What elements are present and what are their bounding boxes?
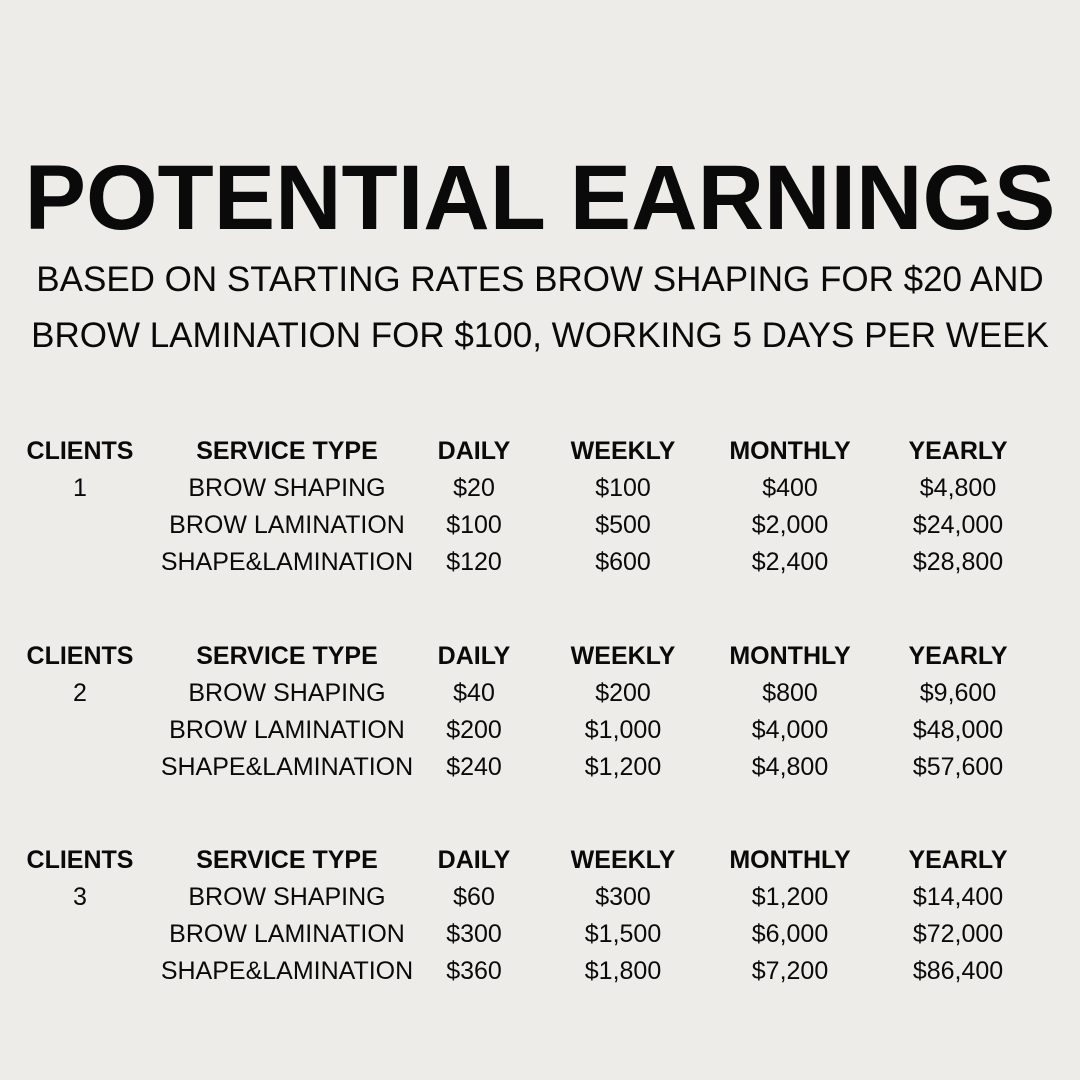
service-type-cell: SHAPE&LAMINATION: [160, 548, 414, 576]
earnings-table-2-clients: [0, 641, 1080, 791]
daily-cell: $240: [446, 753, 502, 781]
header-weekly: WEEKLY: [570, 437, 676, 465]
page-title: POTENTIAL EARNINGS: [24, 147, 1056, 249]
header-yearly: YEARLY: [908, 846, 1008, 874]
weekly-cell: $1,500: [584, 920, 662, 948]
earnings-table-3-clients: [0, 845, 1080, 995]
monthly-cell: $800: [762, 679, 818, 707]
yearly-cell: $14,400: [912, 883, 1004, 911]
header-monthly: MONTHLY: [729, 437, 851, 465]
daily-cell: $60: [453, 883, 495, 911]
page-subtitle: BASED ON STARTING RATES BROW SHAPING FOR $20 AND BROW LAMINATION FOR $100, WORKING 5 DAYS PER WEEK: [31, 260, 1049, 355]
weekly-cell: $600: [595, 548, 651, 576]
clients-count: 1: [73, 474, 87, 502]
monthly-cell: $6,000: [751, 920, 829, 948]
weekly-cell: $300: [595, 883, 651, 911]
yearly-cell: $72,000: [912, 920, 1004, 948]
weekly-cell: $200: [595, 679, 651, 707]
service-type-cell: BROW LAMINATION: [169, 920, 405, 948]
service-type-cell: SHAPE&LAMINATION: [160, 753, 414, 781]
monthly-cell: $2,000: [751, 511, 829, 539]
weekly-cell: $500: [595, 511, 651, 539]
daily-cell: $300: [446, 920, 502, 948]
clients-count: 3: [73, 883, 87, 911]
service-type-cell: BROW LAMINATION: [169, 511, 405, 539]
yearly-cell: $9,600: [919, 679, 997, 707]
daily-cell: $20: [453, 474, 495, 502]
header-monthly: MONTHLY: [729, 642, 851, 670]
yearly-cell: $48,000: [912, 716, 1004, 744]
monthly-cell: $1,200: [751, 883, 829, 911]
weekly-cell: $1,800: [584, 957, 662, 985]
service-type-cell: SHAPE&LAMINATION: [160, 957, 414, 985]
yearly-cell: $28,800: [912, 548, 1004, 576]
monthly-cell: $2,400: [751, 548, 829, 576]
yearly-cell: $24,000: [912, 511, 1004, 539]
monthly-cell: $4,800: [751, 753, 829, 781]
header-weekly: WEEKLY: [570, 642, 676, 670]
earnings-table-1-clients: [0, 436, 1080, 586]
monthly-cell: $4,000: [751, 716, 829, 744]
header-clients: CLIENTS: [26, 437, 134, 465]
header-service-type: SERVICE TYPE: [196, 846, 378, 874]
yearly-cell: $4,800: [919, 474, 997, 502]
service-type-cell: BROW LAMINATION: [169, 716, 405, 744]
daily-cell: $100: [446, 511, 502, 539]
header-daily: DAILY: [437, 846, 511, 874]
weekly-cell: $100: [595, 474, 651, 502]
yearly-cell: $86,400: [912, 957, 1004, 985]
header-yearly: YEARLY: [908, 437, 1008, 465]
daily-cell: $120: [446, 548, 502, 576]
yearly-cell: $57,600: [912, 753, 1004, 781]
header-service-type: SERVICE TYPE: [196, 437, 378, 465]
header-clients: CLIENTS: [26, 642, 134, 670]
header-weekly: WEEKLY: [570, 846, 676, 874]
daily-cell: $200: [446, 716, 502, 744]
daily-cell: $360: [446, 957, 502, 985]
header-clients: CLIENTS: [26, 846, 134, 874]
monthly-cell: $400: [762, 474, 818, 502]
header-yearly: YEARLY: [908, 642, 1008, 670]
monthly-cell: $7,200: [751, 957, 829, 985]
weekly-cell: $1,200: [584, 753, 662, 781]
daily-cell: $40: [453, 679, 495, 707]
header-daily: DAILY: [437, 642, 511, 670]
weekly-cell: $1,000: [584, 716, 662, 744]
service-type-cell: BROW SHAPING: [188, 474, 386, 502]
header-monthly: MONTHLY: [729, 846, 851, 874]
service-type-cell: BROW SHAPING: [188, 679, 386, 707]
header-service-type: SERVICE TYPE: [196, 642, 378, 670]
clients-count: 2: [73, 679, 87, 707]
service-type-cell: BROW SHAPING: [188, 883, 386, 911]
header-daily: DAILY: [437, 437, 511, 465]
